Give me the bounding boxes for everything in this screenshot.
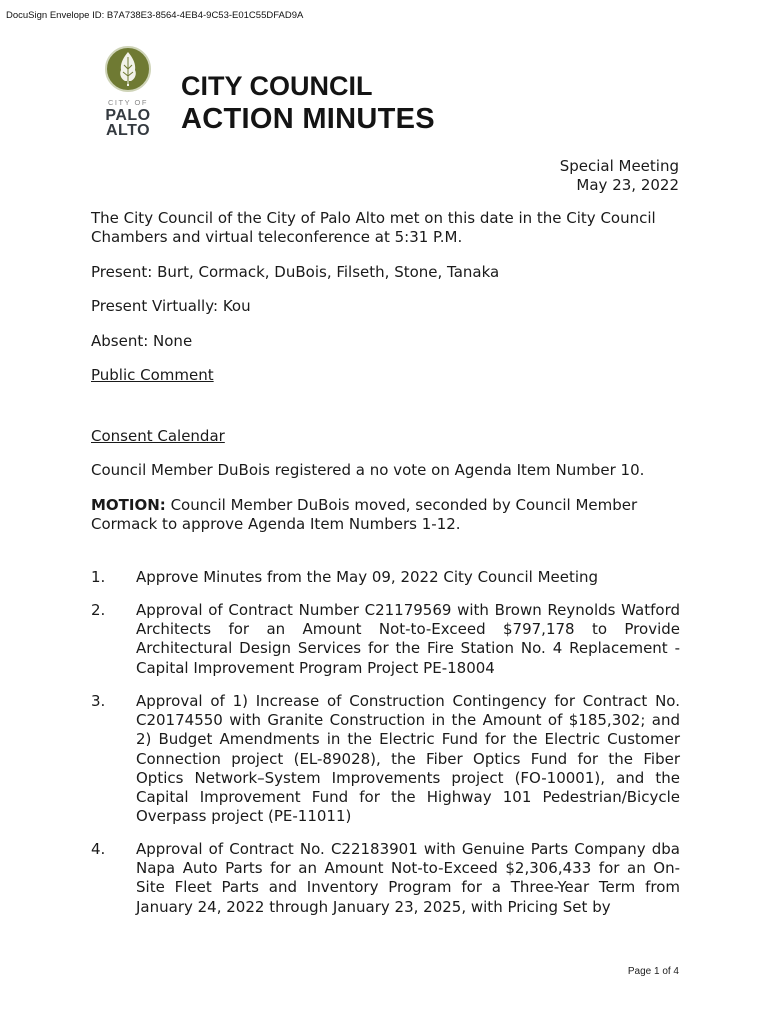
title-city-council: CITY COUNCIL bbox=[181, 71, 373, 101]
agenda-item-text: Approve Minutes from the May 09, 2022 City Council Meeting bbox=[136, 568, 599, 586]
agenda-item-text: Approval of Contract No. C22183901 with Genuine Parts Company dba Napa Auto Parts for an Amount Not-to-Exceed $2,306,433 for an On-Site Fleet Parts and Inventory Program for a Three-Year Term from January 24, 2022 through January 23, 2025, with Pricing Set by bbox=[136, 840, 680, 916]
tree-seal-icon bbox=[105, 46, 151, 92]
agenda-item-text: Approval of Contract Number C21179569 with Brown Reynolds Watford Architects for an Amount Not-to-Exceed $797,178 to Provide Architectural Design Services for the Fire Station No. 4 Replacement - Capital Improvement Program Project PE-18004 bbox=[136, 601, 680, 677]
motion-text: Council Member DuBois moved, seconded by Council Member Cormack to approve Agenda Item Numbers 1-12. bbox=[91, 496, 638, 533]
agenda-item-number: 1. bbox=[91, 568, 106, 586]
motion-paragraph bbox=[91, 496, 680, 534]
dubois-no-vote-note: Council Member DuBois registered a no vote on Agenda Item Number 10. bbox=[91, 461, 645, 479]
logo-city-of: CITY OF bbox=[108, 98, 148, 107]
agenda-item-number: 2. bbox=[91, 601, 106, 619]
meeting-info bbox=[560, 157, 679, 195]
present-line: Present: Burt, Cormack, DuBois, Filseth, Stone, Tanaka bbox=[91, 263, 500, 281]
page-number: Page 1 of 4 bbox=[627, 966, 679, 977]
city-of-palo-alto-logo bbox=[100, 46, 158, 138]
consent-calendar-heading: Consent Calendar bbox=[91, 427, 225, 445]
meeting-date: May 23, 2022 bbox=[576, 176, 679, 194]
motion-label: MOTION: bbox=[91, 496, 166, 514]
present-virtually-line: Present Virtually: Kou bbox=[91, 297, 251, 315]
agenda-item bbox=[91, 840, 680, 917]
agenda-item bbox=[91, 601, 680, 678]
agenda-item-text: Approval of 1) Increase of Construction Contingency for Contract No. C20174550 with Granite Construction in the Amount of $185,302; and 2) Budget Amendments in the Electric Fund for the Electric Customer Connection project (EL-89028), the Fiber Optics Fund for the Fiber Optics Network–System Improvements project (FO-10001), and the Capital Improvement Fund for the Highway 101 Pedestrian/Bicycle Overpass project (PE-11011) bbox=[136, 692, 680, 826]
agenda-item-number: 4. bbox=[91, 840, 106, 858]
logo-palo: PALO bbox=[105, 107, 151, 124]
public-comment-heading: Public Comment bbox=[91, 366, 214, 384]
absent-line: Absent: None bbox=[91, 332, 193, 350]
meeting-type: Special Meeting bbox=[559, 157, 679, 175]
docusign-envelope-id: DocuSign Envelope ID: B7A738E3-8564-4EB4-9C53-E01C55DFAD9A bbox=[6, 10, 304, 21]
title-action-minutes: ACTION MINUTES bbox=[181, 103, 435, 135]
agenda-item-number: 3. bbox=[91, 692, 106, 710]
intro-paragraph: The City Council of the City of Palo Alto met on this date in the City Council Chambers and virtual teleconference at 5:31 P.M. bbox=[91, 209, 656, 246]
agenda-item bbox=[91, 692, 680, 826]
agenda-item bbox=[91, 568, 680, 587]
logo-alto: ALTO bbox=[105, 122, 151, 139]
